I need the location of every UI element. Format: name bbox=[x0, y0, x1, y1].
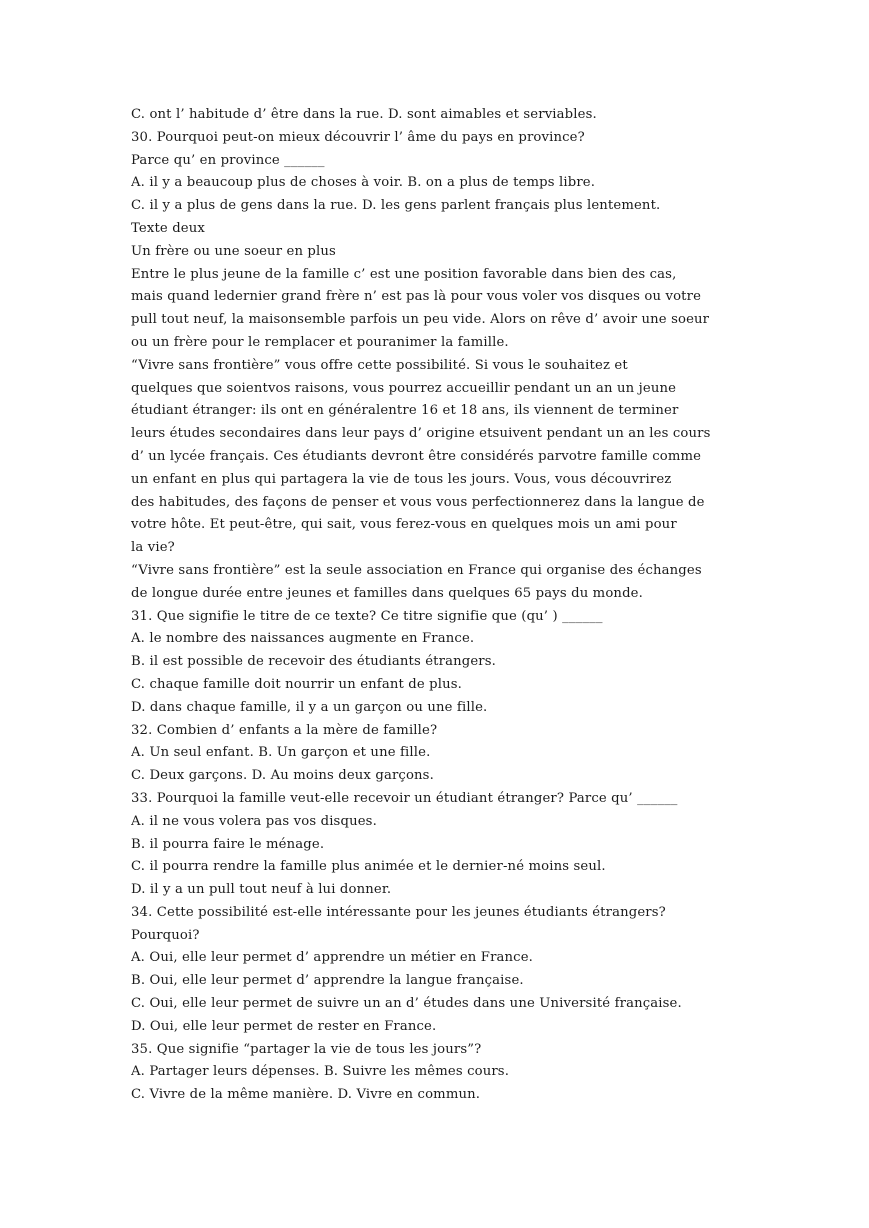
answer-option: C. chaque famille doit nourrir un enfant de plus. bbox=[131, 676, 463, 692]
answer-option: C. il pourra rendre la famille plus animée et le dernier-né moins seul. bbox=[131, 859, 606, 875]
question-33: 33. Pourquoi la famille veut-elle recevoir un étudiant étranger? Parce qu’ ______ bbox=[131, 790, 678, 806]
question-30: 30. Pourquoi peut-on mieux découvrir l’ âme du pays en province? bbox=[131, 129, 585, 145]
question-34-continued: Pourquoi? bbox=[131, 927, 200, 943]
paragraph-line: la vie? bbox=[131, 540, 175, 556]
paragraph-line: “Vivre sans frontière” vous offre cette possibilité. Si vous le souhaitez et bbox=[131, 357, 628, 373]
answer-option: D. dans chaque famille, il y a un garçon ou une fille. bbox=[131, 699, 488, 715]
answer-option: A. il ne vous volera pas vos disques. bbox=[131, 813, 377, 829]
paragraph-line: mais quand ledernier grand frère n’ est pas là pour vous voler vos disques ou votre bbox=[131, 289, 702, 305]
answer-option: C. Oui, elle leur permet de suivre un an d’ études dans une Université française. bbox=[131, 996, 682, 1012]
answer-options: C. Vivre de la même manière. D. Vivre en commun. bbox=[131, 1087, 481, 1103]
paragraph-line: leurs études secondaires dans leur pays d’ origine etsuivent pendant un an les cours bbox=[131, 426, 711, 442]
answer-option: B. il est possible de recevoir des étudiants étrangers. bbox=[131, 654, 496, 670]
question-34: 34. Cette possibilité est-elle intéressante pour les jeunes étudiants étrangers? bbox=[131, 904, 666, 920]
answer-options: C. Deux garçons. D. Au moins deux garçons. bbox=[131, 768, 434, 784]
paragraph-line: ou un frère pour le remplacer et pouranimer la famille. bbox=[131, 334, 509, 350]
question-31: 31. Que signifie le titre de ce texte? Ce titre signifie que (qu’ ) ______ bbox=[131, 608, 603, 624]
answer-option: B. il pourra faire le ménage. bbox=[131, 836, 325, 852]
paragraph-line: un enfant en plus qui partagera la vie de tous les jours. Vous, vous découvrirez bbox=[131, 471, 672, 487]
text-line: Parce qu’ en province ______ bbox=[131, 152, 325, 168]
paragraph-line: pull tout neuf, la maisonsemble parfois un peu vide. Alors on rêve d’ avoir une soeur bbox=[131, 312, 710, 328]
question-32: 32. Combien d’ enfants a la mère de famille? bbox=[131, 722, 438, 738]
answer-option: D. il y a un pull tout neuf à lui donner. bbox=[131, 882, 392, 898]
document-page bbox=[131, 104, 741, 1107]
answer-option: A. Oui, elle leur permet d’ apprendre un métier en France. bbox=[131, 950, 534, 966]
answer-options: C. il y a plus de gens dans la rue. D. les gens parlent français plus lentement. bbox=[131, 198, 661, 214]
answer-options: A. Partager leurs dépenses. B. Suivre les mêmes cours. bbox=[131, 1064, 510, 1080]
text-line: C. ont l’ habitude d’ être dans la rue. D. sont aimables et serviables. bbox=[131, 107, 597, 122]
paragraph-line: quelques que soientvos raisons, vous pourrez accueillir pendant un an un jeune bbox=[131, 380, 677, 396]
answer-option: A. le nombre des naissances augmente en France. bbox=[131, 631, 475, 647]
answer-option: B. Oui, elle leur permet d’ apprendre la langue française. bbox=[131, 973, 524, 989]
paragraph-line: Entre le plus jeune de la famille c’ est une position favorable dans bien des cas, bbox=[131, 266, 677, 282]
paragraph-line: votre hôte. Et peut-être, qui sait, vous ferez-vous en quelques mois un ami pour bbox=[131, 517, 677, 533]
text-title: Un frère ou une soeur en plus bbox=[131, 243, 336, 259]
section-heading: Texte deux bbox=[131, 220, 205, 236]
answer-option: D. Oui, elle leur permet de rester en France. bbox=[131, 1018, 437, 1034]
paragraph-line: étudiant étranger: ils ont en généralentre 16 et 18 ans, ils viennent de terminer bbox=[131, 403, 679, 419]
paragraph-line: “Vivre sans frontière” est la seule association en France qui organise des échanges bbox=[131, 562, 702, 578]
paragraph-line: de longue durée entre jeunes et familles dans quelques 65 pays du monde. bbox=[131, 585, 643, 601]
paragraph-line: des habitudes, des façons de penser et vous vous perfectionnerez dans la langue de bbox=[131, 494, 705, 510]
answer-options: A. il y a beaucoup plus de choses à voir. B. on a plus de temps libre. bbox=[131, 175, 596, 191]
paragraph-line: d’ un lycée français. Ces étudiants devront être considérés parvotre famille comme bbox=[131, 448, 702, 464]
answer-options: A. Un seul enfant. B. Un garçon et une fille. bbox=[131, 745, 431, 761]
question-35: 35. Que signifie “partager la vie de tous les jours”? bbox=[131, 1041, 482, 1057]
